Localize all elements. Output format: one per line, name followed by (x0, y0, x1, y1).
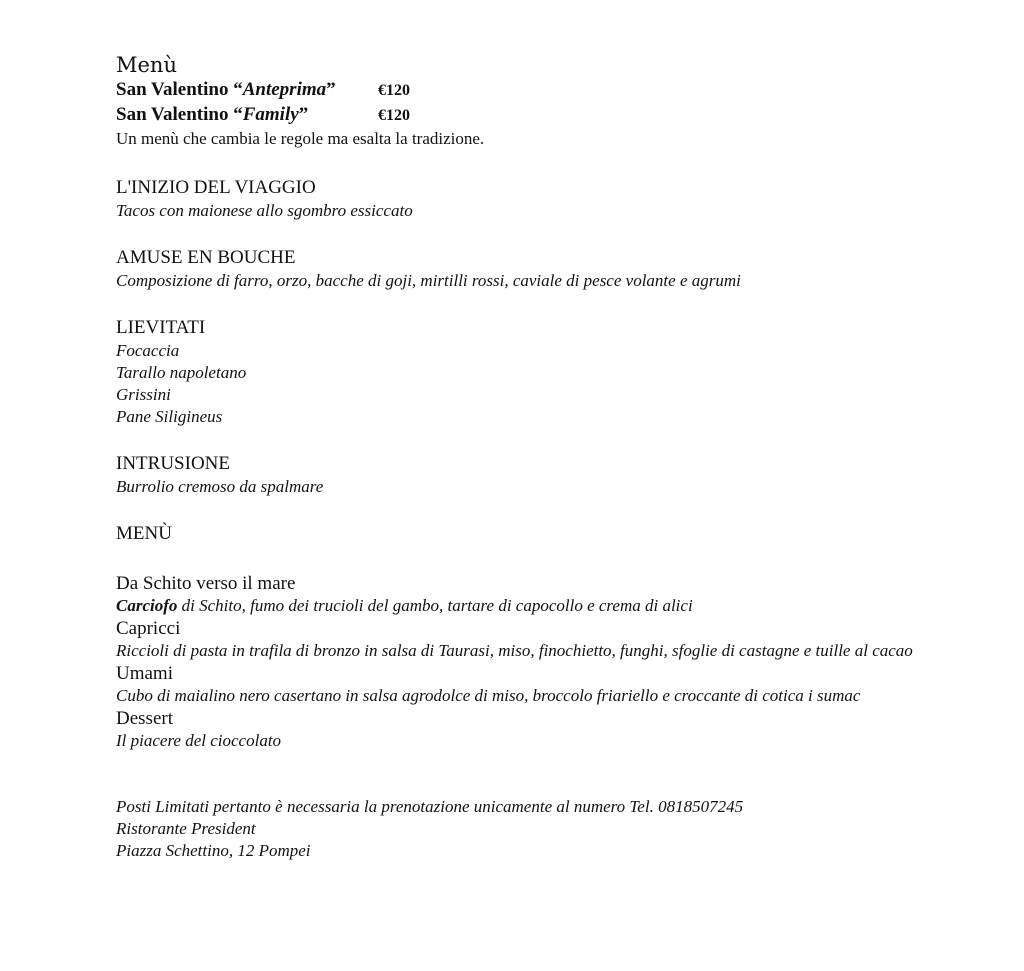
page-title: Menù (116, 53, 177, 77)
section-intrusione (116, 452, 916, 498)
restaurant-name: Ristorante President (116, 819, 256, 838)
course-title: Da Schito verso il mare (116, 573, 296, 594)
section-item: Focaccia (116, 341, 180, 360)
section-item: Tacos con maionese allo sgombro essiccato (116, 201, 413, 220)
course-title: Dessert (116, 708, 173, 729)
course-description-text: di Schito, fumo dei trucioli del gambo, tartare di capocollo e crema di alici (177, 596, 693, 615)
course-description: Il piacere del cioccolato (116, 731, 282, 750)
reservation-note: Posti Limitati pertanto è necessaria la prenotazione unicamente al numero Tel. 0818507245 (116, 797, 744, 816)
course-title: Umami (116, 663, 173, 684)
offer-name-prefix: San Valentino “ (116, 104, 243, 125)
section-inizio (116, 176, 916, 222)
offer-family (116, 103, 916, 128)
section-lievitati (116, 316, 916, 428)
section-title: INTRUSIONE (116, 453, 230, 474)
course-description: Riccioli di pasta in trafila di bronzo in salsa di Taurasi, miso, finochietto, funghi, sfoglie di castagne e tuille al cacao (116, 641, 913, 660)
section-title: AMUSE EN BOUCHE (116, 247, 296, 268)
offer-name-emphasis: Anteprima (242, 79, 327, 100)
section-title: L'INIZIO DEL VIAGGIO (116, 177, 316, 198)
course-title: Capricci (116, 618, 181, 639)
course-description: Cubo di maialino nero casertano in salsa agrodolce di miso, broccolo friariello e croccante di cotica i sumac (116, 686, 861, 705)
section-amuse (116, 246, 916, 292)
course-umami (116, 662, 916, 707)
course-dessert (116, 707, 916, 752)
course-da-schito (116, 572, 916, 617)
section-item: Pane Siligineus (116, 407, 223, 426)
menu-document (116, 52, 916, 862)
offer-name-suffix: ” (298, 104, 309, 125)
offer-price: €120 (378, 107, 410, 124)
offer-name (116, 78, 378, 102)
course-lead: Carciofo (116, 596, 178, 615)
section-item: Grissini (116, 385, 171, 404)
section-item: Tarallo napoletano (116, 363, 247, 382)
offer-name-prefix: San Valentino “ (116, 79, 243, 100)
section-title: LIEVITATI (116, 317, 206, 338)
section-item: Burrolio cremoso da spalmare (116, 477, 324, 496)
course-capricci (116, 617, 916, 662)
offer-anteprima (116, 78, 916, 103)
section-item: Composizione di farro, orzo, bacche di goji, mirtilli rossi, caviale di pesce volante e agrumi (116, 271, 741, 290)
offer-name-suffix: ” (326, 79, 336, 100)
offer-name-emphasis: Family (242, 104, 299, 125)
course-description (116, 595, 916, 617)
tagline: Un menù che cambia le regole ma esalta la tradizione. (116, 129, 485, 148)
footer (116, 796, 916, 862)
offer-price: €120 (378, 82, 410, 99)
restaurant-address: Piazza Schettino, 12 Pompei (116, 841, 311, 860)
section-title-menu: MENÙ (116, 523, 172, 544)
offer-name (116, 103, 378, 127)
